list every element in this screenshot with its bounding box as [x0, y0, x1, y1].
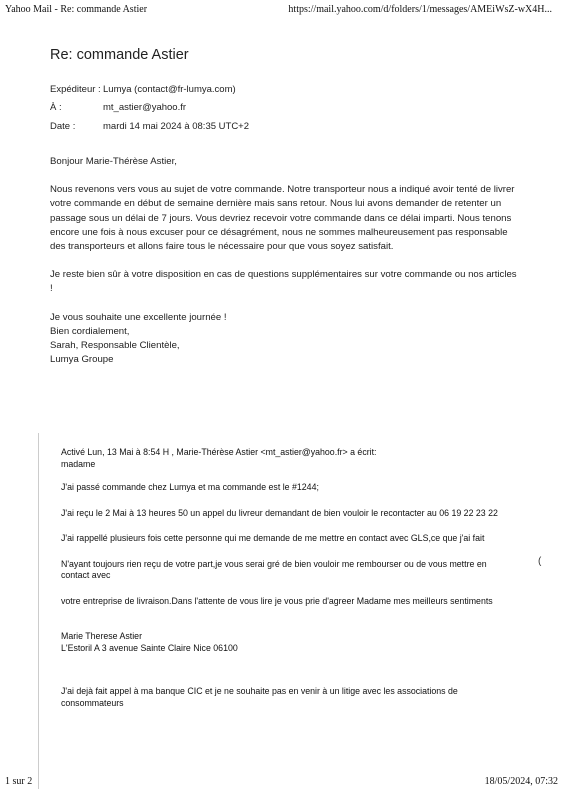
body-paragraph: Nous revenons vers vous au sujet de votre commande. Notre transporteur nous a indiqué avoir tenté de livrer votre commande en début de semaine dernière mais sans retour. Nous lui avons demander de retenter un passage sous un délai de 7 jours. Vous devriez recevoir votre commande dans ce délai imparti. Nous tenons encore une fois à nous excuser pour ce désagrément, nous ne sommes malheureusement pas responsable des transporteurs et allons faire tous le nécessaire pour que vous soyez satisfait.: [50, 184, 515, 253]
page-counter: 1 sur 2: [5, 776, 33, 787]
date-label: Date :: [50, 121, 76, 132]
quoted-paragraph: N'ayant toujours rien reçu de votre part,je vous serai gré de bien vouloir me rembourser ou de vous mettre en contact avec: [61, 558, 487, 580]
to-label: À :: [50, 102, 62, 113]
quoted-paragraph: J'ai rappellé plusieurs fois cette personne qui me demande de me mettre en contact avec GLS,ce que j'ai fait: [61, 533, 485, 543]
closing-line: Sarah, Responsable Clientèle,: [50, 340, 180, 352]
from-label: Expéditeur :: [50, 84, 101, 95]
closing-line: Lumya Groupe: [50, 354, 114, 366]
closing-line: Je vous souhaite une excellente journée !: [50, 311, 227, 323]
quoted-signature-address: L'Estoril A 3 avenue Sainte Claire Nice 06100: [61, 642, 238, 653]
greeting: Bonjour Marie-Thérèse Astier,: [50, 156, 177, 167]
print-datetime: 18/05/2024, 07:32: [484, 776, 558, 787]
scan-mark: (: [538, 556, 542, 567]
email-subject: Re: commande Astier: [50, 47, 189, 63]
quoted-paragraph: votre entreprise de livraison.Dans l'attente de vous lire je vous prie d'agreer Madame mes meilleurs sentiments: [61, 595, 493, 606]
from-value: Lumya (contact@fr-lumya.com): [103, 84, 236, 95]
quoted-paragraph: J'ai reçu le 2 Mai à 13 heures 50 un appel du livreur demandant de bien vouloir le recontacter au 06 19 22 23 22: [61, 507, 498, 518]
quoted-signature-name: Marie Therese Astier: [61, 631, 142, 641]
browser-title: Yahoo Mail - Re: commande Astier: [5, 4, 148, 15]
email-body: [50, 155, 520, 367]
browser-url: https://mail.yahoo.com/d/folders/1/messages/AMEiWsZ-wX4H...: [288, 4, 552, 15]
to-value: mt_astier@yahoo.fr: [103, 102, 187, 113]
quoted-paragraph: J'ai dejà fait appel à ma banque CIC et je ne souhaite pas en venir à un litige avec les associations de consommateurs: [61, 686, 458, 708]
quoted-header: Activé Lun, 13 Mai à 8:54 H , Marie-Thérèse Astier <mt_astier@yahoo.fr> a écrit:: [61, 447, 377, 457]
quoted-message: [38, 433, 529, 789]
date-value: mardi 14 mai 2024 à 08:35 UTC+2: [103, 121, 250, 132]
quoted-salutation: madame: [61, 458, 96, 469]
quoted-paragraph: J'ai passé commande chez Lumya et ma commande est le #1244;: [61, 482, 319, 492]
body-paragraph: Je reste bien sûr à votre disposition en cas de questions supplémentaires sur votre commande ou nos articles !: [50, 269, 517, 295]
closing-line: Bien cordialement,: [50, 325, 130, 337]
